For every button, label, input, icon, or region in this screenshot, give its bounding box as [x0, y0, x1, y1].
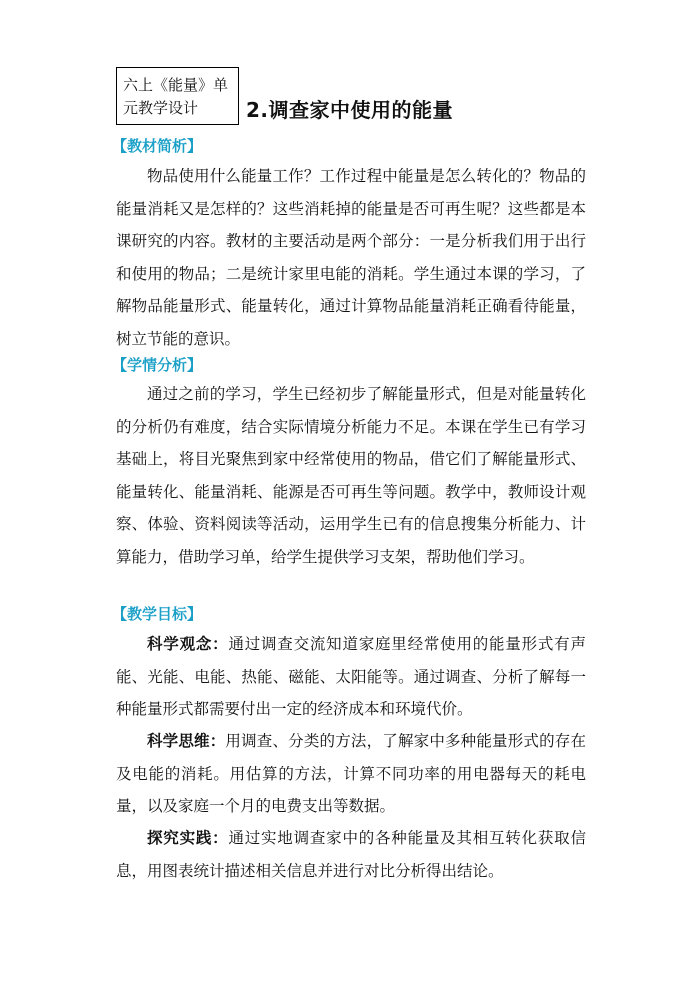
section-heading-learner: 【学情分析】 — [112, 356, 203, 374]
unit-label-line-1: 六上《能量》单 — [123, 76, 229, 94]
learner-analysis-paragraph: 通过之前的学习，学生已经初步了解能量形式，但是对能量转化的分析仍有难度，结合实际情境分析能力不足。本课在学生已有学习基础上，将目光聚焦到家中经常使用的物品，借它们了解能量形式、能量转化、能量消耗、能源是否可再生等问题。教学中，教师设计观察、体验、资料阅读等活动，运用学生已有的信息搜集分析能力、计算能力，借助学习单，给学生提供学习支架，帮助他们学习。 — [116, 385, 586, 566]
goal-science-concept-label: 科学观念： — [147, 635, 229, 653]
section-heading-material: 【教材简析】 — [112, 137, 203, 155]
material-analysis-paragraph: 物品使用什么能量工作？工作过程中能量是怎么转化的？物品的能量消耗又是怎样的？这些消耗掉的能量是否可再生呢？这些都是本课研究的内容。教材的主要活动是两个部分：一是分析我们用于出行和使用的物品；二是统计家里电能的消耗。学生通过本课的学习，了解物品能量形式、能量转化，通过计算物品能量消耗正确看待能量，树立节能的意识。 — [116, 167, 586, 348]
unit-label-line-2: 元教学设计 — [123, 99, 199, 117]
lesson-title: 2.调查家中使用的能量 — [246, 98, 454, 122]
goal-inquiry-practice-label: 探究实践： — [147, 829, 229, 847]
goal-science-concept-text: 通过调查交流知道家庭里经常使用的能量形式有声能、光能、电能、热能、磁能、太阳能等。通过调查、分析了解每一种能量形式都需要付出一定的经济成本和环境代价。 — [116, 635, 586, 719]
goal-science-thinking-label: 科学思维： — [147, 732, 226, 750]
goal-inquiry-practice — [116, 822, 586, 887]
goal-science-thinking — [116, 725, 586, 823]
goal-science-thinking-text: 用调查、分类的方法，了解家中多种能量形式的存在及电能的消耗。用估算的方法，计算不同功率的用电器每天的耗电量，以及家庭一个月的电费支出等数据。 — [116, 732, 586, 816]
goal-inquiry-practice-text: 通过实地调查家中的各种能量及其相互转化获取信息，用图表统计描述相关信息并进行对比分析得出结论。 — [116, 829, 586, 880]
goal-science-concept — [116, 628, 586, 726]
section-heading-goals: 【教学目标】 — [112, 605, 203, 623]
unit-label-box — [116, 67, 239, 125]
